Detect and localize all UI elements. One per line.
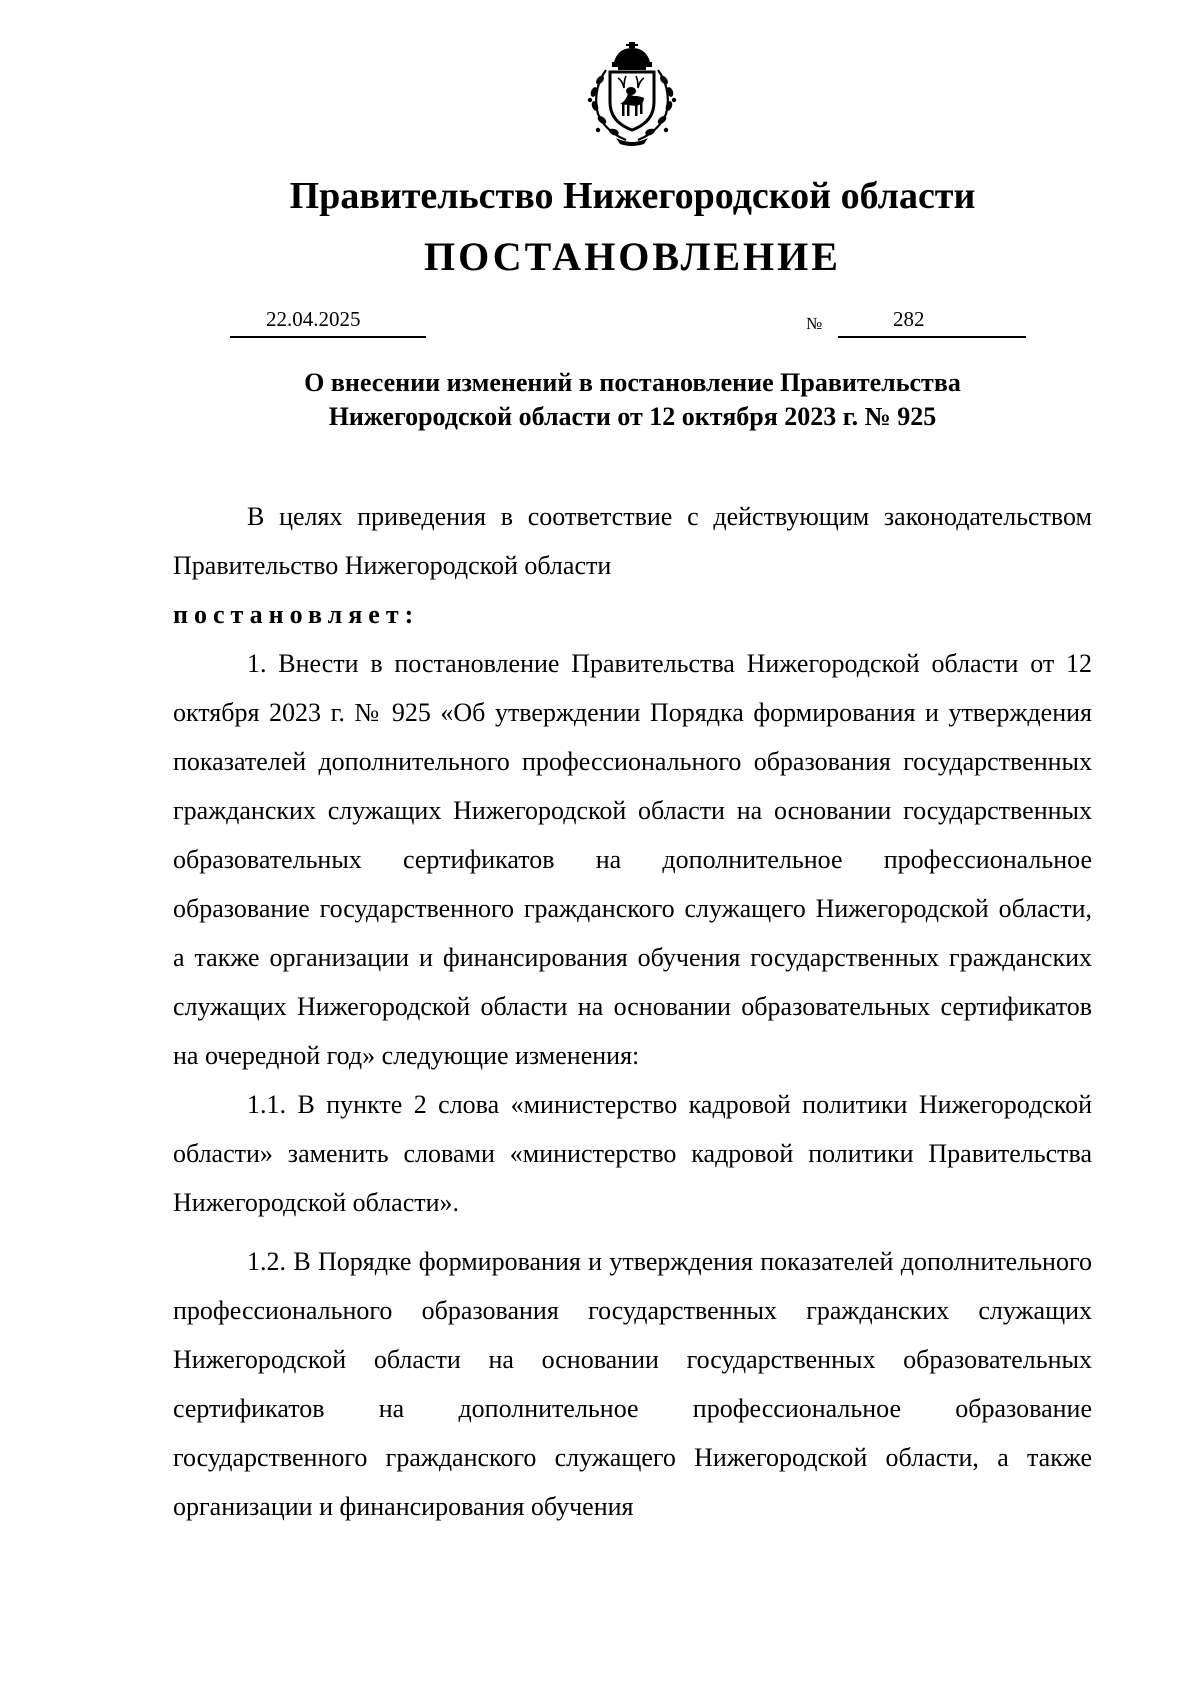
- preamble-text: В целях приведения в соответствие с действующим законодательством Правительство Нижегородской области: [173, 502, 1092, 580]
- item-1-1-paragraph: 1.1. В пункте 2 слова «министерство кадровой политики Нижегородской области» заменить словами «министерство кадровой политики Правительства Нижегородской области».: [173, 1090, 1092, 1217]
- number-field: [838, 304, 1026, 338]
- resolves-word: постановляет:: [173, 600, 420, 629]
- organization-title: Правительство Нижегородской области: [289, 175, 976, 217]
- preamble-paragraph: [173, 492, 1092, 639]
- number-sign: №: [806, 314, 823, 333]
- document-number: 282: [893, 307, 925, 331]
- document-date: 22.04.2025: [266, 307, 361, 331]
- document-body: [173, 492, 1092, 1531]
- document-type-title: ПОСТАНОВЛЕНИЕ: [424, 234, 841, 279]
- item-1-2-paragraph: 1.2. В Порядке формирования и утверждения показателей дополнительного профессионального образования государственных гражданских служащих Нижегородской области на основании государственных образовательных сертификатов на дополнительное профессиональное образование государственного гражданского служащего Нижегородской области, а также организации и финансирования обучения: [173, 1247, 1092, 1521]
- date-field: [230, 304, 426, 338]
- subject-line-1: О внесении изменений в постановление Правительства: [304, 368, 961, 397]
- item-1-paragraph: 1. Внести в постановление Правительства Нижегородской области от 12 октября 2023 г. № 925 «Об утверждении Порядка формирования и утверждения показателей дополнительного профессионального образования государственных гражданских служащих Нижегородской области на основании государственных образовательных сертификатов на дополнительное профессиональное образование государственного гражданского служащего Нижегородской области, а также организации и финансирования обучения государственных гражданских служащих Нижегородской области на основании образовательных сертификатов на очередной год» следующие изменения:: [173, 649, 1092, 1070]
- document-subject: [170, 366, 1095, 434]
- subject-line-2: Нижегородской области от 12 октября 2023 г. № 925: [328, 402, 937, 431]
- coat-of-arms-emblem: [578, 40, 686, 148]
